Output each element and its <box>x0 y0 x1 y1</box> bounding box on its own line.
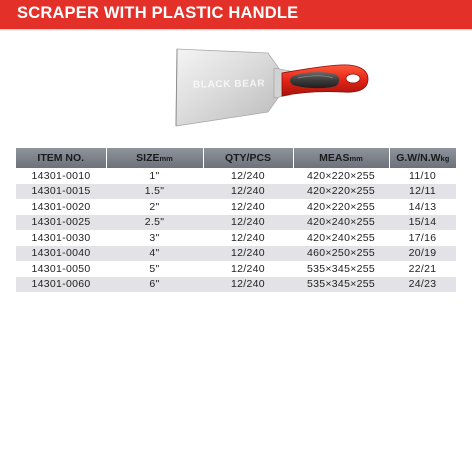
cell-meas: 535×345×255 <box>293 277 389 293</box>
cell-qty: 12/240 <box>203 215 293 231</box>
cell-qty: 12/240 <box>203 261 293 277</box>
cell-size: 1.5" <box>106 184 203 200</box>
column-header-item-no: ITEM NO. <box>16 148 106 168</box>
cell-qty: 12/240 <box>203 246 293 262</box>
column-header-qty: QTY/PCS <box>203 148 293 168</box>
header-divider <box>0 29 472 31</box>
cell-weight: 24/23 <box>389 277 456 293</box>
cell-size: 6" <box>106 277 203 293</box>
cell-item-no: 14301-0025 <box>16 215 106 231</box>
table-row <box>16 230 456 246</box>
table-row <box>16 199 456 215</box>
cell-size: 5" <box>106 261 203 277</box>
brand-watermark: BLACK BEAR <box>192 78 266 91</box>
cell-meas: 535×345×255 <box>293 261 389 277</box>
cell-qty: 12/240 <box>203 199 293 215</box>
cell-weight: 17/16 <box>389 230 456 246</box>
cell-weight: 11/10 <box>389 168 456 184</box>
cell-meas: 420×220×255 <box>293 168 389 184</box>
table-header-row <box>16 148 456 168</box>
column-header-weight: G.W/N.Wkg <box>389 148 456 168</box>
page-title: SCRAPER WITH PLASTIC HANDLE <box>17 4 299 22</box>
table-row <box>16 277 456 293</box>
cell-item-no: 14301-0040 <box>16 246 106 262</box>
cell-item-no: 14301-0020 <box>16 199 106 215</box>
cell-meas: 420×240×255 <box>293 215 389 231</box>
cell-size: 2.5" <box>106 215 203 231</box>
cell-qty: 12/240 <box>203 277 293 293</box>
table-row <box>16 184 456 200</box>
cell-item-no: 14301-0010 <box>16 168 106 184</box>
spec-table <box>16 148 456 292</box>
cell-item-no: 14301-0030 <box>16 230 106 246</box>
cell-item-no: 14301-0015 <box>16 184 106 200</box>
cell-weight: 15/14 <box>389 215 456 231</box>
cell-weight: 20/19 <box>389 246 456 262</box>
cell-qty: 12/240 <box>203 230 293 246</box>
cell-meas: 460×250×255 <box>293 246 389 262</box>
cell-size: 2" <box>106 199 203 215</box>
cell-size: 1" <box>106 168 203 184</box>
column-header-size: SIZEmm <box>106 148 203 168</box>
cell-size: 4" <box>106 246 203 262</box>
cell-meas: 420×220×255 <box>293 199 389 215</box>
cell-item-no: 14301-0060 <box>16 277 106 293</box>
table-row <box>16 168 456 184</box>
cell-qty: 12/240 <box>203 168 293 184</box>
column-header-meas: MEASmm <box>293 148 389 168</box>
cell-item-no: 14301-0050 <box>16 261 106 277</box>
cell-meas: 420×220×255 <box>293 184 389 200</box>
table-row <box>16 246 456 262</box>
cell-size: 3" <box>106 230 203 246</box>
table-row <box>16 215 456 231</box>
cell-weight: 22/21 <box>389 261 456 277</box>
cell-weight: 12/11 <box>389 184 456 200</box>
table-row <box>16 261 456 277</box>
cell-weight: 14/13 <box>389 199 456 215</box>
cell-qty: 12/240 <box>203 184 293 200</box>
cell-meas: 420×240×255 <box>293 230 389 246</box>
